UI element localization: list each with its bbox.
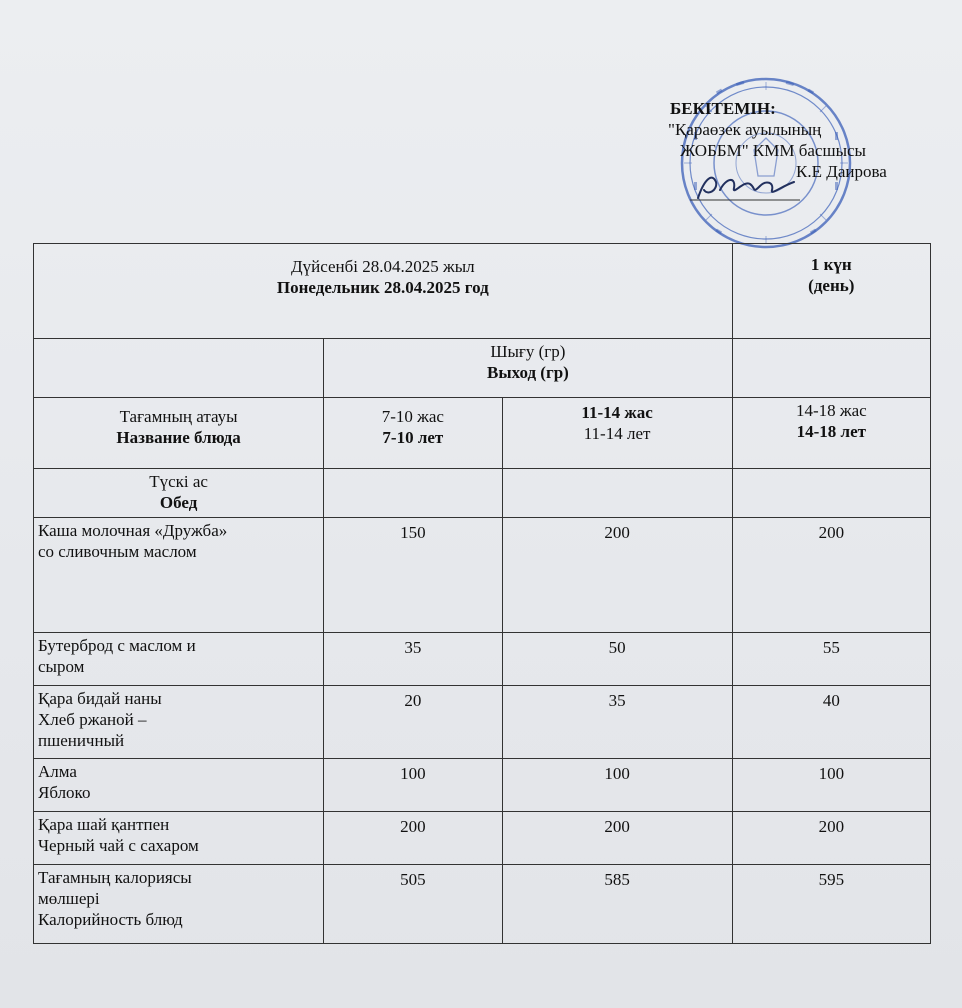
meal-kz: Түскі ас [149, 472, 208, 491]
day-kz: 1 күн [810, 255, 852, 274]
value-7-10: 20 [324, 686, 502, 759]
value-11-14: 585 [502, 865, 732, 944]
age2-header [502, 398, 732, 469]
output-row [34, 339, 931, 398]
value-7-10: 150 [324, 518, 502, 633]
dish-line: мөлшері [38, 889, 100, 908]
table-row [34, 686, 931, 759]
empty-cell [732, 469, 930, 518]
date-cell [34, 244, 733, 339]
value-14-18: 595 [732, 865, 930, 944]
dish-line: Каша молочная «Дружба» [38, 521, 228, 540]
calorie-row [34, 865, 931, 944]
date-ru: Понедельник 28.04.2025 год [276, 278, 489, 297]
approval-title: БЕКІТЕМІН: [670, 99, 776, 118]
dish-line: Хлеб ржаной – [38, 710, 147, 729]
empty-cell [732, 339, 930, 398]
column-header-row [34, 398, 931, 469]
value-14-18: 55 [732, 633, 930, 686]
signature-mark [690, 160, 800, 210]
meal-cell [34, 469, 324, 518]
name-header-ru: Название блюда [116, 428, 241, 447]
age3-ru: 14-18 лет [796, 422, 866, 441]
meal-row [34, 469, 931, 518]
value-7-10: 505 [324, 865, 502, 944]
empty-cell [502, 469, 732, 518]
age1-header [324, 398, 502, 469]
date-kz: Дүйсенбі 28.04.2025 жыл [291, 257, 475, 276]
value-11-14: 35 [502, 686, 732, 759]
dish-line: Алма [38, 762, 77, 781]
dish-line: Қара бидай наны [38, 689, 162, 708]
approval-position: ЖОББМ" КММ басшысы [680, 141, 866, 160]
value-11-14: 200 [502, 812, 732, 865]
age3-header [732, 398, 930, 469]
dish-line: сыром [38, 657, 85, 676]
dish-name [34, 518, 324, 633]
dish-name [34, 812, 324, 865]
age3-kz: 14-18 жас [795, 401, 867, 420]
value-11-14: 100 [502, 759, 732, 812]
dish-name [34, 633, 324, 686]
dish-line: Яблоко [38, 783, 91, 802]
empty-cell [324, 469, 502, 518]
name-header [34, 398, 324, 469]
empty-cell [34, 339, 324, 398]
table-row [34, 633, 931, 686]
approval-signer: К.Е Даирова [796, 162, 887, 181]
table-row [34, 759, 931, 812]
value-7-10: 100 [324, 759, 502, 812]
day-ru: (день) [808, 276, 855, 295]
age1-ru: 7-10 лет [382, 428, 444, 447]
approval-school: "Қараөзек ауылының [668, 120, 822, 139]
age2-kz: 11-14 жас [581, 403, 653, 422]
dish-name [34, 865, 324, 944]
output-cell [324, 339, 732, 398]
value-7-10: 200 [324, 812, 502, 865]
menu-table [33, 243, 931, 944]
age1-kz: 7-10 жас [381, 407, 444, 426]
dish-line: Тағамның калориясы [38, 868, 192, 887]
dish-line: со сливочным маслом [38, 542, 197, 561]
table-row [34, 812, 931, 865]
age2-ru: 11-14 лет [583, 424, 651, 443]
dish-line: Калорийность блюд [38, 910, 183, 929]
table-row [34, 518, 931, 633]
dish-line: Бутерброд с маслом и [38, 636, 196, 655]
value-14-18: 40 [732, 686, 930, 759]
output-ru: Выход (гр) [486, 363, 569, 382]
day-cell [732, 244, 930, 339]
value-7-10: 35 [324, 633, 502, 686]
dish-line: Қара шай қантпен [38, 815, 170, 834]
value-14-18: 200 [732, 518, 930, 633]
value-11-14: 200 [502, 518, 732, 633]
value-14-18: 200 [732, 812, 930, 865]
output-kz: Шығу (гр) [490, 342, 566, 361]
meal-ru: Обед [159, 493, 198, 512]
dish-line: пшеничный [38, 731, 125, 750]
name-header-kz: Тағамның атауы [119, 407, 238, 426]
value-11-14: 50 [502, 633, 732, 686]
dish-name [34, 759, 324, 812]
value-14-18: 100 [732, 759, 930, 812]
table-header-row [34, 244, 931, 339]
dish-name [34, 686, 324, 759]
dish-line: Черный чай с сахаром [38, 836, 199, 855]
